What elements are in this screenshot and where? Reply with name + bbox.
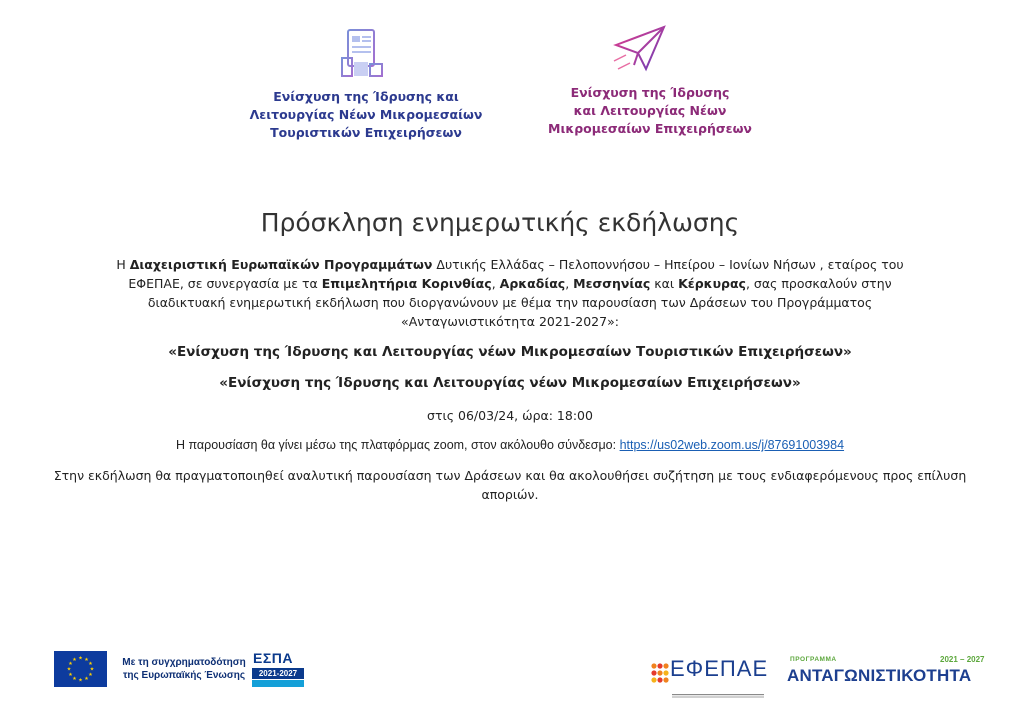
efepae-logo: ΕΦΕΠΑΕ bbox=[670, 656, 769, 681]
intro-sep-3: και bbox=[650, 276, 679, 291]
svg-text:★: ★ bbox=[68, 672, 73, 678]
svg-text:★: ★ bbox=[72, 657, 77, 663]
espa-subbar bbox=[252, 680, 304, 687]
page-title: Πρόσκληση ενημερωτικής εκδήλωσης bbox=[260, 208, 740, 237]
eu-line-2: της Ευρωπαϊκής Ένωσης bbox=[122, 670, 246, 681]
intro-paragraph bbox=[90, 255, 930, 331]
intro-sep-1: , bbox=[491, 276, 500, 291]
logo-right-line-2: και Λειτουργίας Νέων bbox=[573, 103, 727, 118]
svg-text:★: ★ bbox=[78, 655, 83, 662]
logo-right-line-1: Ενίσχυση της Ίδρυσης bbox=[570, 85, 730, 100]
zoom-info bbox=[0, 438, 1020, 452]
svg-text:★: ★ bbox=[84, 676, 89, 682]
svg-text:★: ★ bbox=[84, 657, 89, 663]
logo-right-line-3: Μικρομεσαίων Επιχειρήσεων bbox=[548, 121, 752, 136]
closing-paragraph: Στην εκδήλωση θα πραγματοποιηθεί αναλυτική παρουσίαση των Δράσεων και θα ακολουθήσει συζήτηση με τους ενδιαφερόμενους προς επίλυση αποριών. bbox=[53, 468, 967, 502]
intro-text-2: Δυτικής Ελλάδας – Πελοποννήσου – Ηπείρου – Ιονίων Νήσων , εταίρος του ΕΦΕΠΑΕ, σε συνεργασία με τα bbox=[128, 257, 904, 291]
chamber-messinia: Μεσσηνίας bbox=[573, 276, 651, 291]
chamber-corfu: Κέρκυρας bbox=[678, 276, 746, 291]
eu-cofinancing-text bbox=[114, 656, 254, 682]
chamber-arcadia: Αρκαδίας bbox=[499, 276, 566, 291]
action-title-tourism: «Ενίσχυση της Ίδρυσης και Λειτουργίας νέων Μικρομεσαίων Τουριστικών Επιχειρήσεων» bbox=[168, 344, 852, 360]
espa-years: 2021-2027 bbox=[252, 668, 304, 679]
program-label: ΠΡΟΓΡΑΜΜΑ bbox=[790, 656, 837, 663]
action-title-smes: «Ενίσχυση της Ίδρυσης και Λειτουργίας νέων Μικρομεσαίων Επιχειρήσεων» bbox=[219, 375, 801, 391]
chamber-corinthia: Επιμελητήρια Κορινθίας bbox=[321, 276, 492, 291]
svg-text:★: ★ bbox=[89, 666, 95, 673]
document-building-icon bbox=[338, 28, 390, 84]
zoom-link[interactable]: https://us02web.zoom.us/j/87691003984 bbox=[619, 438, 845, 452]
intro-text-1: Η bbox=[116, 257, 130, 272]
logo-left-line-1: Ενίσχυση της Ίδρυσης και bbox=[273, 89, 459, 104]
paper-plane-icon bbox=[612, 25, 668, 79]
svg-text:★: ★ bbox=[88, 661, 93, 667]
efepae-subtitle-bar bbox=[672, 683, 764, 687]
intro-text-3: , σας προσκαλούν στην διαδικτυακή ενημερωτική εκδήλωση που διοργανώνουν με θέμα την παρουσίαση των Δράσεων του Προγράμματος «Ανταγωνιστικότητα 2021-2027»: bbox=[147, 276, 892, 329]
logo-right-title bbox=[525, 84, 775, 138]
program-title: ΑΝΤΑΓΩΝΙΣΤΙΚΟΤΗΤΑ bbox=[787, 666, 972, 685]
svg-text:★: ★ bbox=[78, 677, 83, 684]
eu-line-1: Με τη συγχρηματοδότηση bbox=[122, 657, 246, 668]
intro-sep-2: , bbox=[565, 276, 574, 291]
managing-authority: Διαχειριστική Ευρωπαϊκών Προγραμμάτων bbox=[129, 257, 433, 272]
event-datetime: στις 06/03/24, ώρα: 18:00 bbox=[427, 408, 593, 423]
eu-flag-icon bbox=[54, 651, 107, 687]
svg-text:★: ★ bbox=[68, 661, 73, 667]
logo-left-line-3: Τουριστικών Επιχειρήσεων bbox=[270, 125, 462, 140]
program-years: 2021 – 2027 bbox=[940, 655, 985, 664]
efepae-dots-icon bbox=[650, 660, 670, 692]
logo-left-line-2: Λειτουργίας Νέων Μικρομεσαίων bbox=[249, 107, 483, 122]
espa-logo: ΕΣΠΑ bbox=[253, 650, 293, 666]
svg-text:★: ★ bbox=[72, 676, 77, 682]
svg-text:★: ★ bbox=[66, 666, 72, 673]
zoom-text: Η παρουσίαση θα γίνει μέσω της πλατφόρμας zoom, στον ακόλουθο σύνδεσμο: bbox=[175, 438, 620, 452]
svg-text:★: ★ bbox=[88, 672, 93, 678]
logo-left-title bbox=[236, 88, 496, 142]
